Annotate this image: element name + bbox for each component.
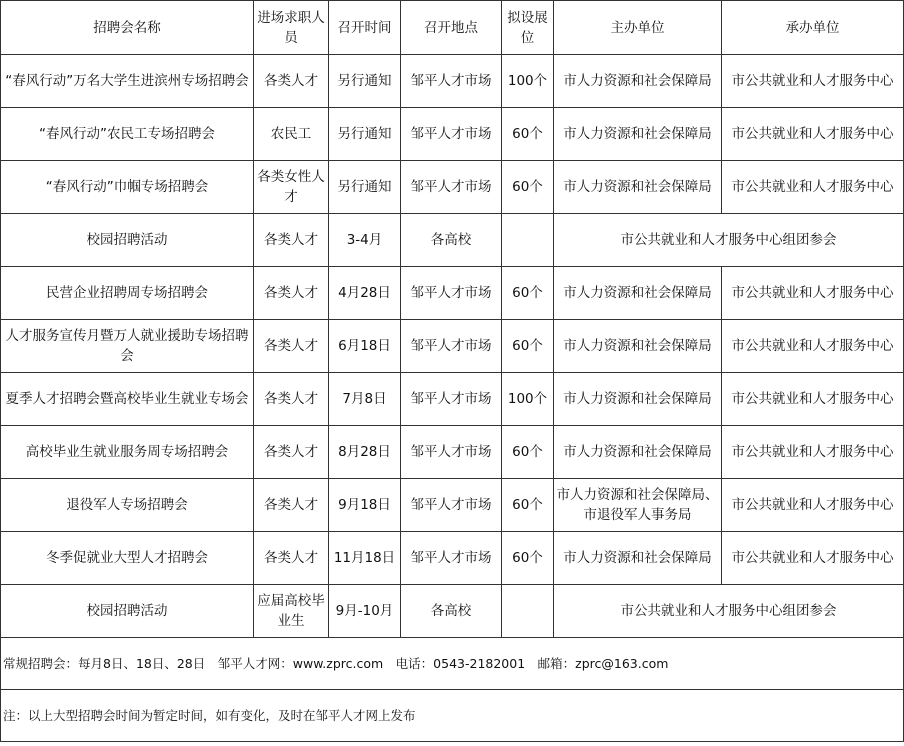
table-row (1, 426, 904, 479)
talent: 各类人才 (254, 479, 329, 532)
fair-name: 民营企业招聘周专场招聘会 (1, 267, 254, 320)
organizer: 市公共就业和人才服务中心 (722, 532, 904, 585)
table-header-row (1, 1, 904, 55)
talent: 各类人才 (254, 55, 329, 108)
host: 市人力资源和社会保障局 (554, 108, 722, 161)
talent: 农民工 (254, 108, 329, 161)
place: 各高校 (401, 585, 502, 638)
table-row (1, 55, 904, 108)
header-booths: 拟设展位 (502, 1, 554, 55)
organizer: 市公共就业和人才服务中心 (722, 55, 904, 108)
fair-name: 冬季促就业大型人才招聘会 (1, 532, 254, 585)
time: 另行通知 (329, 161, 401, 214)
regular-fair-info: 常规招聘会：每月8日、18日、28日 邹平人才网：www.zprc.com 电话：0543-2182001 邮箱：zprc@163.com (1, 638, 904, 690)
talent: 各类女性人才 (254, 161, 329, 214)
merged-host-organizer: 市公共就业和人才服务中心组团参会 (554, 585, 904, 638)
place: 各高校 (401, 214, 502, 267)
talent: 各类人才 (254, 214, 329, 267)
time: 3-4月 (329, 214, 401, 267)
place: 邹平人才市场 (401, 532, 502, 585)
fair-name: 人才服务宣传月暨万人就业援助专场招聘会 (1, 320, 254, 373)
footer-row-regular (1, 638, 904, 690)
place: 邹平人才市场 (401, 479, 502, 532)
booths: 100个 (502, 373, 554, 426)
place: 邹平人才市场 (401, 108, 502, 161)
fair-name: 夏季人才招聘会暨高校毕业生就业专场会 (1, 373, 254, 426)
header-talent: 进场求职人员 (254, 1, 329, 55)
fair-name: 校园招聘活动 (1, 214, 254, 267)
organizer: 市公共就业和人才服务中心 (722, 320, 904, 373)
table-row (1, 373, 904, 426)
header-place: 召开地点 (401, 1, 502, 55)
time: 11月18日 (329, 532, 401, 585)
place: 邹平人才市场 (401, 55, 502, 108)
talent: 各类人才 (254, 267, 329, 320)
fair-name: 退役军人专场招聘会 (1, 479, 254, 532)
organizer: 市公共就业和人才服务中心 (722, 161, 904, 214)
place: 邹平人才市场 (401, 320, 502, 373)
place: 邹平人才市场 (401, 426, 502, 479)
time: 另行通知 (329, 55, 401, 108)
organizer: 市公共就业和人才服务中心 (722, 108, 904, 161)
booths (502, 214, 554, 267)
talent: 应届高校毕业生 (254, 585, 329, 638)
schedule-note: 注：以上大型招聘会时间为暂定时间，如有变化，及时在邹平人才网上发布 (1, 690, 904, 742)
fair-name: 高校毕业生就业服务周专场招聘会 (1, 426, 254, 479)
booths: 60个 (502, 532, 554, 585)
booths: 60个 (502, 426, 554, 479)
place: 邹平人才市场 (401, 267, 502, 320)
footer-row-note (1, 690, 904, 742)
time: 另行通知 (329, 108, 401, 161)
organizer: 市公共就业和人才服务中心 (722, 426, 904, 479)
fair-name: “春风行动”农民工专场招聘会 (1, 108, 254, 161)
time: 6月18日 (329, 320, 401, 373)
host: 市人力资源和社会保障局 (554, 532, 722, 585)
place: 邹平人才市场 (401, 161, 502, 214)
table-row (1, 479, 904, 532)
organizer: 市公共就业和人才服务中心 (722, 373, 904, 426)
host: 市人力资源和社会保障局 (554, 55, 722, 108)
header-time: 召开时间 (329, 1, 401, 55)
host: 市人力资源和社会保障局 (554, 426, 722, 479)
time: 4月28日 (329, 267, 401, 320)
host: 市人力资源和社会保障局 (554, 161, 722, 214)
talent: 各类人才 (254, 532, 329, 585)
host: 市人力资源和社会保障局、市退役军人事务局 (554, 479, 722, 532)
table-row (1, 585, 904, 638)
host: 市人力资源和社会保障局 (554, 373, 722, 426)
talent: 各类人才 (254, 320, 329, 373)
booths: 60个 (502, 161, 554, 214)
organizer: 市公共就业和人才服务中心 (722, 479, 904, 532)
time: 9月-10月 (329, 585, 401, 638)
organizer: 市公共就业和人才服务中心 (722, 267, 904, 320)
table-row (1, 320, 904, 373)
booths: 100个 (502, 55, 554, 108)
fair-name: “春风行动”巾帼专场招聘会 (1, 161, 254, 214)
booths: 60个 (502, 320, 554, 373)
booths: 60个 (502, 267, 554, 320)
booths (502, 585, 554, 638)
table-row (1, 108, 904, 161)
fair-name: “春风行动”万名大学生进滨州专场招聘会 (1, 55, 254, 108)
host: 市人力资源和社会保障局 (554, 267, 722, 320)
table-row (1, 214, 904, 267)
table-row (1, 267, 904, 320)
time: 8月28日 (329, 426, 401, 479)
fair-name: 校园招聘活动 (1, 585, 254, 638)
time: 7月8日 (329, 373, 401, 426)
host: 市人力资源和社会保障局 (554, 320, 722, 373)
table-row (1, 161, 904, 214)
merged-host-organizer: 市公共就业和人才服务中心组团参会 (554, 214, 904, 267)
header-organizer: 承办单位 (722, 1, 904, 55)
table-row (1, 532, 904, 585)
talent: 各类人才 (254, 426, 329, 479)
time: 9月18日 (329, 479, 401, 532)
header-fair-name: 招聘会名称 (1, 1, 254, 55)
booths: 60个 (502, 479, 554, 532)
talent: 各类人才 (254, 373, 329, 426)
booths: 60个 (502, 108, 554, 161)
header-host: 主办单位 (554, 1, 722, 55)
place: 邹平人才市场 (401, 373, 502, 426)
